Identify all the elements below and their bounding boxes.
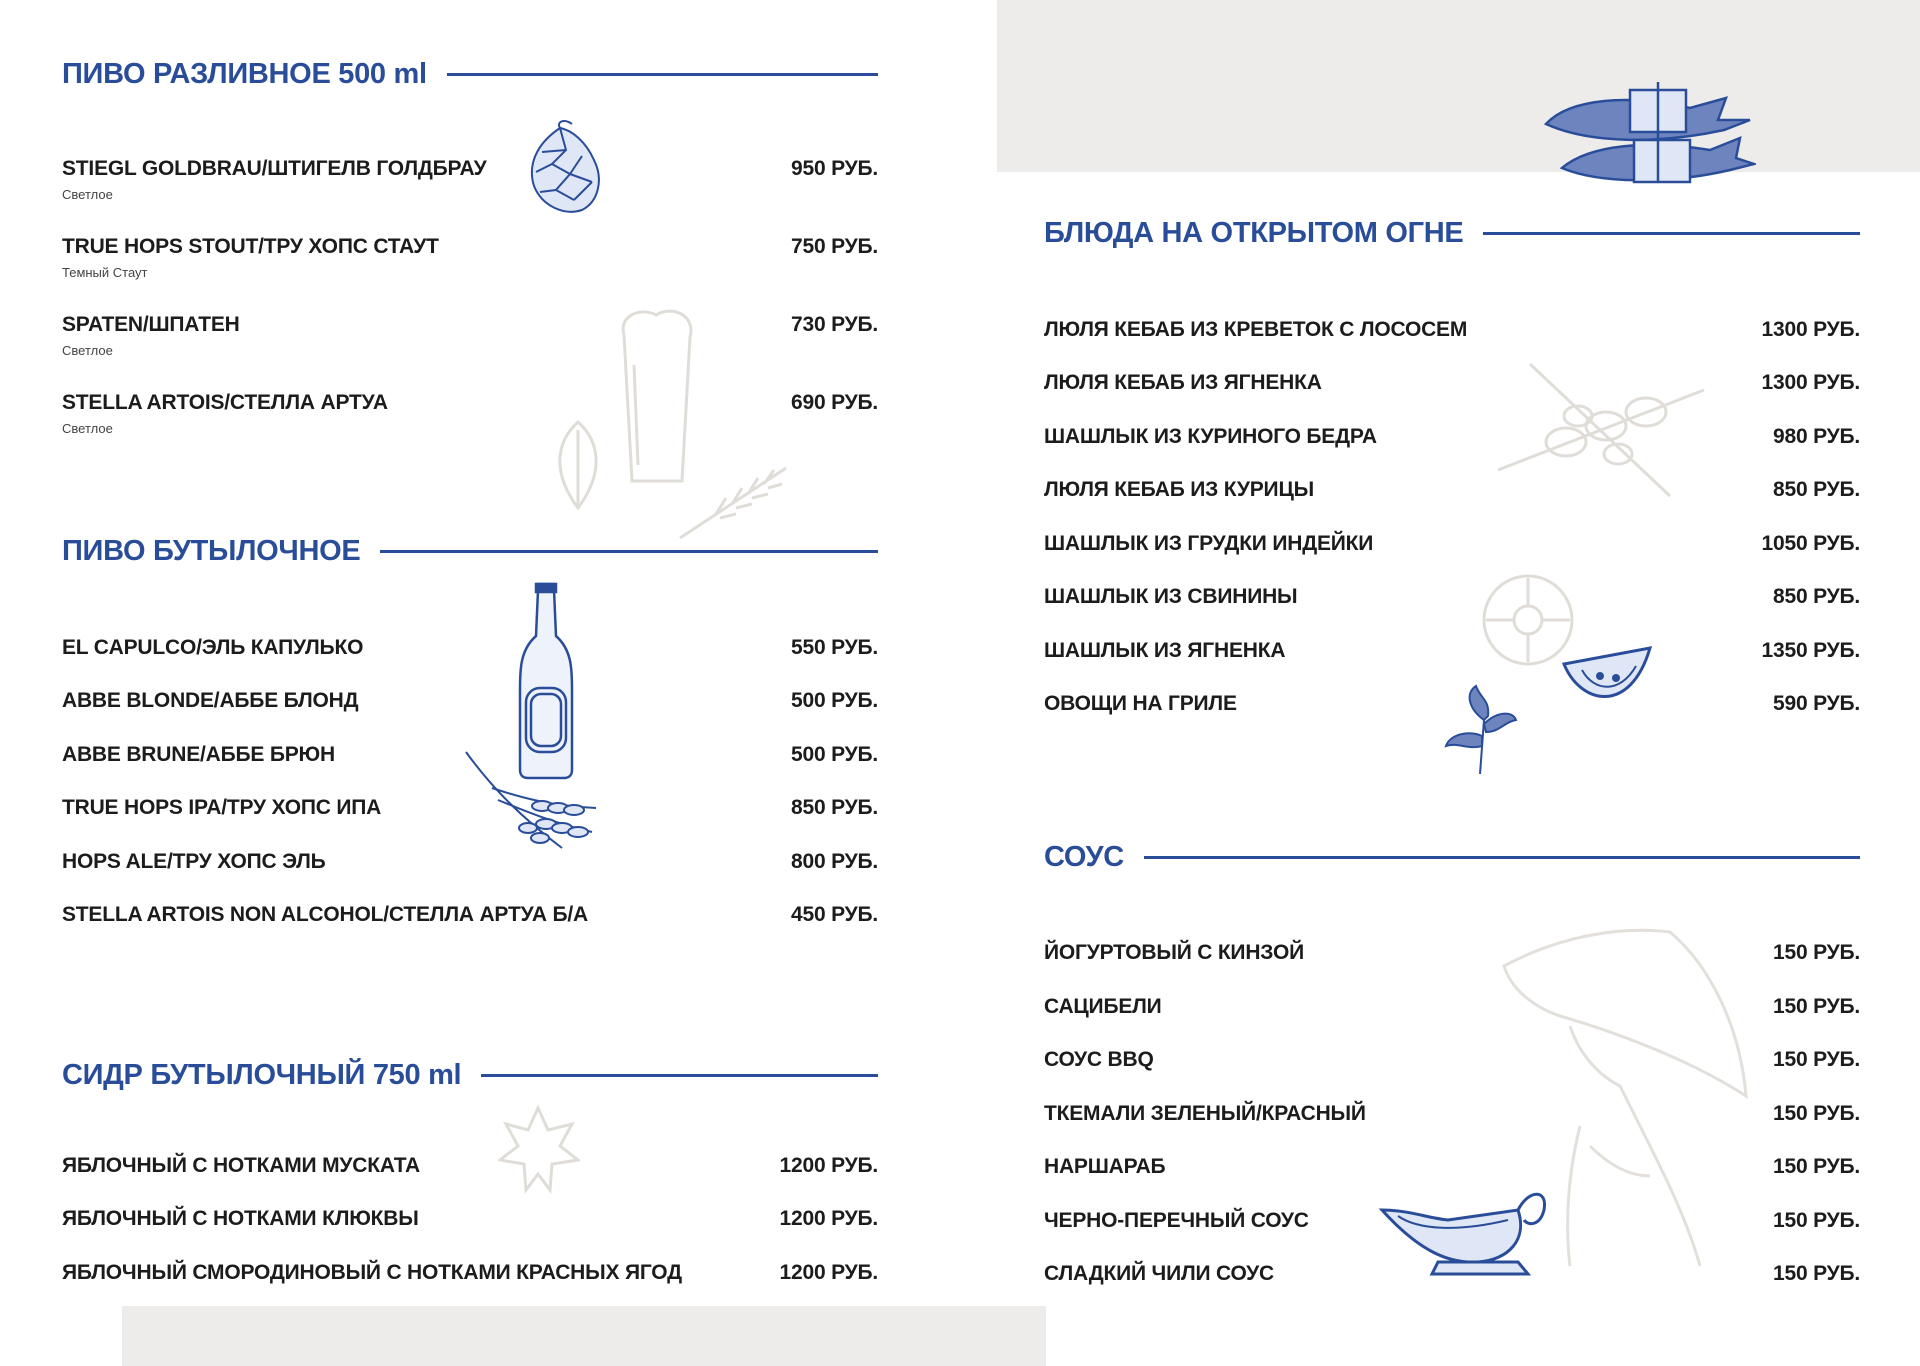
item-description: Светлое xyxy=(62,421,113,436)
item-price: 590 РУБ. xyxy=(1773,692,1860,715)
section-rule xyxy=(481,1074,878,1077)
item-name: STELLA ARTOIS/СТЕЛЛА АРТУА xyxy=(62,391,388,414)
cider-header xyxy=(62,1055,878,1095)
item-name: ЧЕРНО-ПЕРЕЧНЫЙ СОУС xyxy=(1044,1209,1309,1232)
section-rule xyxy=(1144,856,1860,859)
item-price: 850 РУБ. xyxy=(1773,585,1860,608)
item-price: 730 РУБ. xyxy=(791,313,878,336)
item-description: Темный Стаут xyxy=(62,265,148,280)
item-price: 1300 РУБ. xyxy=(1761,371,1860,394)
item-name: ОВОЩИ НА ГРИЛЕ xyxy=(1044,692,1237,715)
section-rule xyxy=(447,73,878,76)
item-price: 1050 РУБ. xyxy=(1761,532,1860,555)
item-name: ШАШЛЫК ИЗ ГРУДКИ ИНДЕЙКИ xyxy=(1044,532,1374,555)
item-name: СЛАДКИЙ ЧИЛИ СОУС xyxy=(1044,1262,1274,1285)
cider-section xyxy=(62,1055,878,1095)
item-price: 980 РУБ. xyxy=(1773,425,1860,448)
item-name: САЦИБЕЛИ xyxy=(1044,995,1162,1018)
top-right-panel xyxy=(997,0,1920,172)
sauce-header xyxy=(1044,837,1860,877)
item-price: 1300 РУБ. xyxy=(1761,318,1860,341)
section-rule xyxy=(1483,232,1860,235)
item-price: 1200 РУБ. xyxy=(779,1261,878,1284)
item-name: TRUE HOPS IPA/ТРУ ХОПС ИПА xyxy=(62,796,382,819)
item-name: ЯБЛОЧНЫЙ СМОРОДИНОВЫЙ С НОТКАМИ КРАСНЫХ ЯГОД xyxy=(62,1261,682,1284)
item-name: ЯБЛОЧНЫЙ С НОТКАМИ КЛЮКВЫ xyxy=(62,1207,419,1230)
item-name: TRUE HOPS STOUT/ТРУ ХОПС СТАУТ xyxy=(62,235,439,258)
item-name: ЛЮЛЯ КЕБАБ ИЗ КРЕВЕТОК С ЛОСОСЕМ xyxy=(1044,318,1468,341)
item-name: ЛЮЛЯ КЕБАБ ИЗ ЯГНЕНКА xyxy=(1044,371,1322,394)
item-price: 150 РУБ. xyxy=(1773,1048,1860,1071)
section-title: ПИВО РАЗЛИВНОЕ 500 ml xyxy=(62,57,427,90)
bottled-beer-section xyxy=(62,531,878,571)
item-name: СОУС BBQ xyxy=(1044,1048,1154,1071)
bottled-beer-header xyxy=(62,531,878,571)
item-name: EL CAPULCO/ЭЛЬ КАПУЛЬКО xyxy=(62,636,364,659)
item-name: ТКЕМАЛИ ЗЕЛЕНЫЙ/КРАСНЫЙ xyxy=(1044,1102,1366,1125)
item-price: 1200 РУБ. xyxy=(779,1154,878,1177)
item-price: 150 РУБ. xyxy=(1773,941,1860,964)
item-name: ШАШЛЫК ИЗ ЯГНЕНКА xyxy=(1044,639,1286,662)
item-price: 500 РУБ. xyxy=(791,743,878,766)
item-name: ABBE BLONDE/АББЕ БЛОНД xyxy=(62,689,359,712)
item-description: Светлое xyxy=(62,343,113,358)
item-description: Светлое xyxy=(62,187,113,202)
item-price: 1350 РУБ. xyxy=(1761,639,1860,662)
section-title: СИДР БУТЫЛОЧНЫЙ 750 ml xyxy=(62,1058,462,1091)
item-name: ЙОГУРТОВЫЙ С КИНЗОЙ xyxy=(1044,941,1305,964)
grill-header xyxy=(1044,213,1860,253)
item-name: ШАШЛЫК ИЗ СВИНИНЫ xyxy=(1044,585,1298,608)
item-name: HOPS ALE/ТРУ ХОПС ЭЛЬ xyxy=(62,850,326,873)
item-name: НАРШАРАБ xyxy=(1044,1155,1166,1178)
smoked-fish-icon xyxy=(1540,78,1756,190)
wheat-faded-icon xyxy=(676,462,796,542)
bottled-beer-list xyxy=(62,636,878,936)
item-price: 950 РУБ. xyxy=(791,157,878,180)
section-title: БЛЮДА НА ОТКРЫТОМ ОГНЕ xyxy=(1044,216,1464,249)
item-name: ЛЮЛЯ КЕБАБ ИЗ КУРИЦЫ xyxy=(1044,478,1314,501)
item-name: SPATEN/ШПАТЕН xyxy=(62,313,240,336)
item-price: 150 РУБ. xyxy=(1773,1262,1860,1285)
bottom-left-panel xyxy=(122,1306,1046,1366)
item-price: 850 РУБ. xyxy=(791,796,878,819)
sauce-list xyxy=(1044,941,1860,1291)
item-name: ЯБЛОЧНЫЙ С НОТКАМИ МУСКАТА xyxy=(62,1154,421,1177)
item-name: STIEGL GOLDBRAU/ШТИГЕЛВ ГОЛДБРАУ xyxy=(62,157,487,180)
item-price: 800 РУБ. xyxy=(791,850,878,873)
cider-list xyxy=(62,1154,878,1294)
item-name: ABBE BRUNE/АББЕ БРЮН xyxy=(62,743,335,766)
item-price: 150 РУБ. xyxy=(1773,995,1860,1018)
item-price: 150 РУБ. xyxy=(1773,1209,1860,1232)
item-name: STELLA ARTOIS NON ALCOHOL/СТЕЛЛА АРТУА Б/А xyxy=(62,903,588,926)
item-price: 150 РУБ. xyxy=(1773,1102,1860,1125)
section-rule xyxy=(380,550,878,553)
sauce-section xyxy=(1044,837,1860,877)
draft-beer-header xyxy=(62,54,878,94)
item-price: 1200 РУБ. xyxy=(779,1207,878,1230)
grill-list xyxy=(1044,318,1860,718)
item-price: 150 РУБ. xyxy=(1773,1155,1860,1178)
grill-section xyxy=(1044,213,1860,253)
item-price: 550 РУБ. xyxy=(791,636,878,659)
item-name: ШАШЛЫК ИЗ КУРИНОГО БЕДРА xyxy=(1044,425,1377,448)
section-title: СОУС xyxy=(1044,840,1124,873)
item-price: 690 РУБ. xyxy=(791,391,878,414)
item-price: 450 РУБ. xyxy=(791,903,878,926)
item-price: 850 РУБ. xyxy=(1773,478,1860,501)
draft-beer-section xyxy=(62,54,878,94)
draft-beer-list xyxy=(62,157,878,457)
item-price: 750 РУБ. xyxy=(791,235,878,258)
item-price: 500 РУБ. xyxy=(791,689,878,712)
section-title: ПИВО БУТЫЛОЧНОЕ xyxy=(62,534,361,567)
